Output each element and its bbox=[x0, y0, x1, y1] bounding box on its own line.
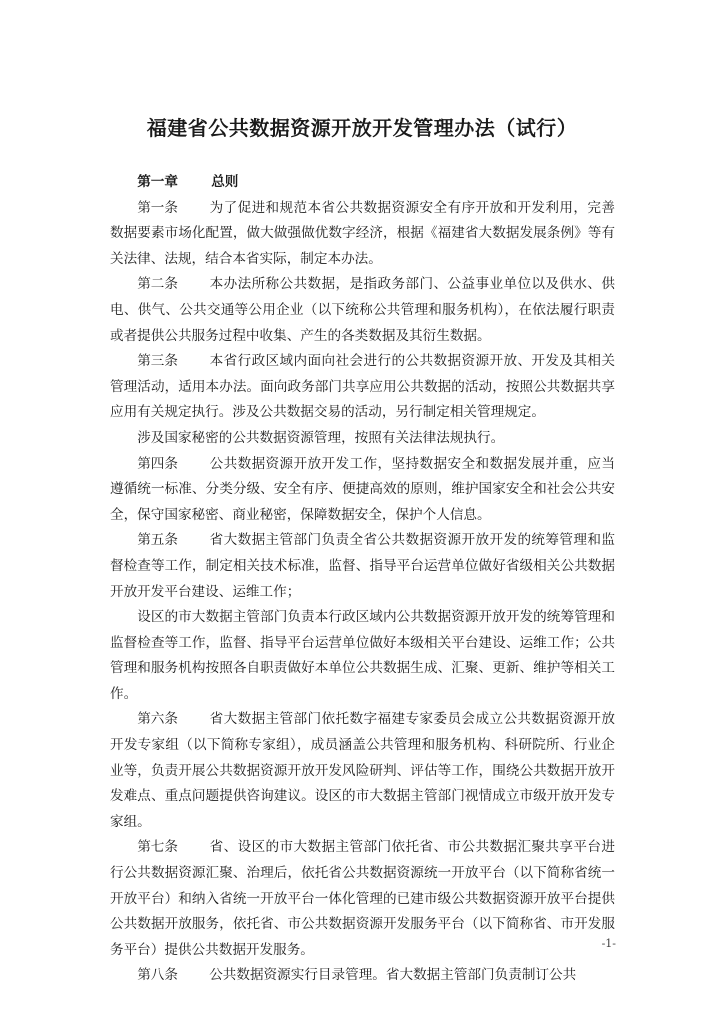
article-text: 设区的市大数据主管部门负责本行政区域内公共数据资源开放开发的统筹管理和监督检查等工作，监督、指导平台运营单位做好本级相关平台建设、运维工作；公共管理和服务机构按照各自职责做好本单位公共数据生成、汇聚、更新、维护等相关工作。 bbox=[110, 609, 615, 702]
article-1 bbox=[110, 196, 615, 273]
article-label: 第六条 bbox=[137, 711, 178, 728]
article-5-supplement bbox=[110, 605, 615, 707]
article-text: 涉及国家秘密的公共数据资源管理，按照有关法律法规执行。 bbox=[137, 429, 505, 446]
article-label: 第四条 bbox=[137, 455, 178, 472]
document-title: 福建省公共数据资源开放开发管理办法（试行） bbox=[146, 116, 578, 140]
article-4 bbox=[110, 452, 615, 529]
article-label: 第七条 bbox=[137, 839, 178, 856]
chapter-number: 第一章 bbox=[137, 174, 178, 190]
article-text: 本办法所称公共数据，是指政务部门、公益事业单位以及供水、供电、供气、公共交通等公用企业（以下统称公共管理和服务机构），在依法履行职责或者提供公共服务过程中收集、产生的各类数据及其衍生数据。 bbox=[110, 276, 615, 344]
article-label: 第五条 bbox=[137, 532, 178, 549]
article-text: 公共数据资源开放开发工作，坚持数据安全和数据发展并重，应当遵循统一标准、分类分级、安全有序、便捷高效的原则，维护国家安全和社会公共安全，保守国家秘密、商业秘密，保障数据安全，保护个人信息。 bbox=[110, 455, 615, 523]
chapter-heading bbox=[110, 170, 615, 196]
article-text: 本省行政区域内面向社会进行的公共数据资源开放、开发及其相关管理活动，适用本办法。面向政务部门共享应用公共数据的活动，按照公共数据共享应用有关规定执行。涉及公共数据交易的活动，另行制定相关管理规定。 bbox=[110, 353, 615, 421]
document-body bbox=[110, 170, 615, 989]
article-text: 公共数据资源实行目录管理。省大数据主管部门负责制订公共 bbox=[209, 967, 577, 984]
page-number: -1- bbox=[601, 937, 616, 950]
article-6 bbox=[110, 707, 615, 835]
article-text: 省、设区的市大数据主管部门依托省、市公共数据汇聚共享平台进行公共数据资源汇聚、治理后，依托省公共数据资源统一开放平台（以下简称省统一开放平台）和纳入省统一开放平台一体化管理的已建市级公共数据资源开放平台提供公共数据开放服务，依托省、市公共数据资源开发服务平台（以下简称省、市开发服务平台）提供公共数据开发服务。 bbox=[110, 839, 615, 958]
article-8 bbox=[110, 963, 615, 989]
article-5 bbox=[110, 528, 615, 605]
chapter-name: 总则 bbox=[211, 174, 239, 190]
article-label: 第三条 bbox=[137, 353, 178, 370]
article-text: 省大数据主管部门负责全省公共数据资源开放开发的统筹管理和监督检查等工作，制定相关技术标准，监督、指导平台运营单位做好省级相关公共数据开放开发平台建设、运维工作； bbox=[110, 532, 615, 600]
article-text: 为了促进和规范本省公共数据资源安全有序开放和开发利用，完善数据要素市场化配置，做大做强做优数字经济，根据《福建省大数据发展条例》等有关法律、法规，结合本省实际，制定本办法。 bbox=[110, 199, 615, 267]
article-7 bbox=[110, 835, 615, 963]
article-label: 第八条 bbox=[137, 967, 178, 984]
article-label: 第一条 bbox=[137, 199, 178, 216]
article-3 bbox=[110, 349, 615, 426]
article-3-supplement bbox=[110, 426, 615, 452]
article-label: 第二条 bbox=[137, 276, 178, 293]
article-text: 省大数据主管部门依托数字福建专家委员会成立公共数据资源开放开发专家组（以下简称专家组），成员涵盖公共管理和服务机构、科研院所、行业企业等，负责开展公共数据资源开放开发风险研判、评估等工作，围绕公共数据开放开发难点、重点问题提供咨询建议。设区的市大数据主管部门视情成立市级开放开发专家组。 bbox=[110, 711, 615, 830]
article-2 bbox=[110, 272, 615, 349]
